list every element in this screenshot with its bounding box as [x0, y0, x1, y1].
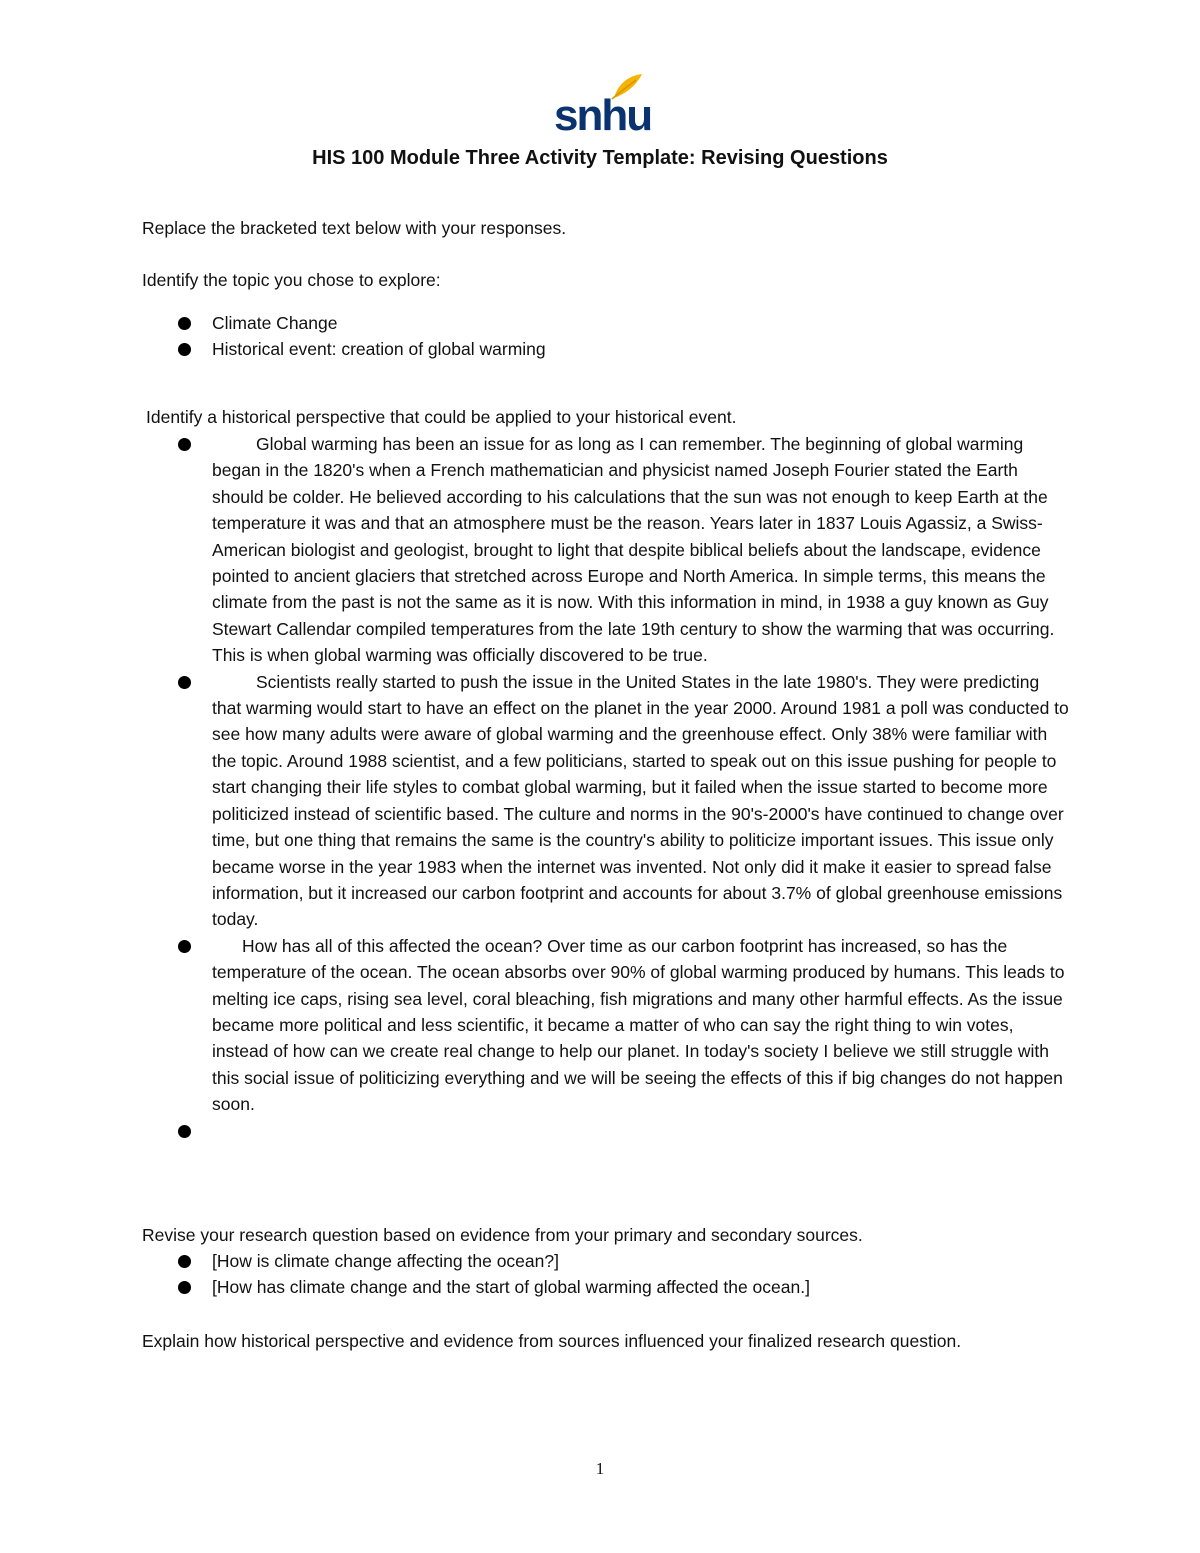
logo-wordmark: snhu — [554, 91, 652, 140]
explain-prompt: Explain how historical perspective and evidence from sources influenced your finalized research question. — [142, 1331, 962, 1351]
bullet-icon — [178, 940, 191, 953]
revise-list — [0, 1248, 1072, 1301]
list-item — [0, 431, 1072, 669]
snhu-logo — [552, 72, 652, 140]
instructions-text: Replace the bracketed text below with your responses. — [142, 218, 567, 238]
list-item: [How is climate change affecting the ocean?] — [0, 1248, 1072, 1274]
list-item: [How has climate change and the start of global warming affected the ocean.] — [0, 1274, 1072, 1300]
bullet-icon — [178, 343, 191, 356]
revise-prompt: Revise your research question based on evidence from your primary and secondary sources. — [142, 1225, 863, 1245]
perspective-paragraph-1: Global warming has been an issue for as long as I can remember. The beginning of global warming began in the 1820's when a French mathematician and physicist named Joseph Fourier stated the Earth should be colder. He believed according to his calculations that the sun was not enough to keep Earth at the temperature it was and that an atmosphere must be the reason. Years later in 1837 Louis Agassiz, a Swiss-American biologist and geologist, brought to light that despite biblical beliefs about the landscape, evidence pointed to ancient glaciers that stretched across Europe and North America. In simple terms, this means the climate from the past is not the same as it is now. With this information in mind, in 1938 a guy known as Guy Stewart Callendar compiled temperatures from the late 19th century to show the warming that was occurring. This is when global warming was officially discovered to be true. — [212, 434, 1055, 666]
bullet-icon — [178, 1281, 191, 1294]
bullet-icon — [178, 317, 191, 330]
bullet-icon — [178, 438, 191, 451]
list-item — [0, 933, 1072, 1118]
bullet-icon — [178, 1125, 191, 1138]
topic-prompt: Identify the topic you chose to explore: — [142, 270, 441, 290]
perspective-paragraph-3: How has all of this affected the ocean? Over time as our carbon footprint has increased, so has the temperature of the ocean. The ocean absorbs over 90% of global warming produced by humans. This leads to melting ice caps, rising sea level, coral bleaching, fish migrations and many other harmful effects. As the issue became more political and less scientific, it became a matter of who can say the right thing to win votes, instead of how can we create real change to help our planet. In today's society I believe we still struggle with this social issue of politicizing everything and we will be seeing the effects of this if big changes do not happen soon. — [212, 935, 1065, 1115]
list-item — [0, 1118, 1072, 1144]
list-item: Climate Change — [0, 310, 1072, 336]
document-title: HIS 100 Module Three Activity Template: Revising Questions — [312, 147, 888, 169]
bullet-icon — [178, 676, 191, 689]
page-number: 1 — [595, 1459, 605, 1478]
list-item: Historical event: creation of global warming — [0, 336, 1072, 362]
perspective-paragraph-2: Scientists really started to push the issue in the United States in the late 1980's. They were predicting that warming would start to have an effect on the planet in the year 2000. Around 1981 a poll was conducted to see how many adults were aware of global warming and the greenhouse effect. Only 38% were familiar with the topic. Around 1988 scientist, and a few politicians, started to speak out on this issue pushing for people to start changing their life styles to combat global warming, but it failed when the issue started to become more politicized instead of scientific based. The culture and norms in the 90's-2000's have continued to change over time, but one thing that remains the same is the country's ability to politicize important issues. This issue only became worse in the year 1983 when the internet was invented. Not only did it make it easier to spread false information, but it increased our carbon footprint and accounts for about 3.7% of global greenhouse emissions today. — [212, 671, 1069, 930]
perspective-prompt: Identify a historical perspective that could be applied to your historical event. — [146, 407, 737, 427]
bullet-icon — [178, 1255, 191, 1268]
perspective-list — [0, 431, 1072, 1144]
list-item — [0, 669, 1072, 933]
topic-list — [0, 310, 1072, 363]
